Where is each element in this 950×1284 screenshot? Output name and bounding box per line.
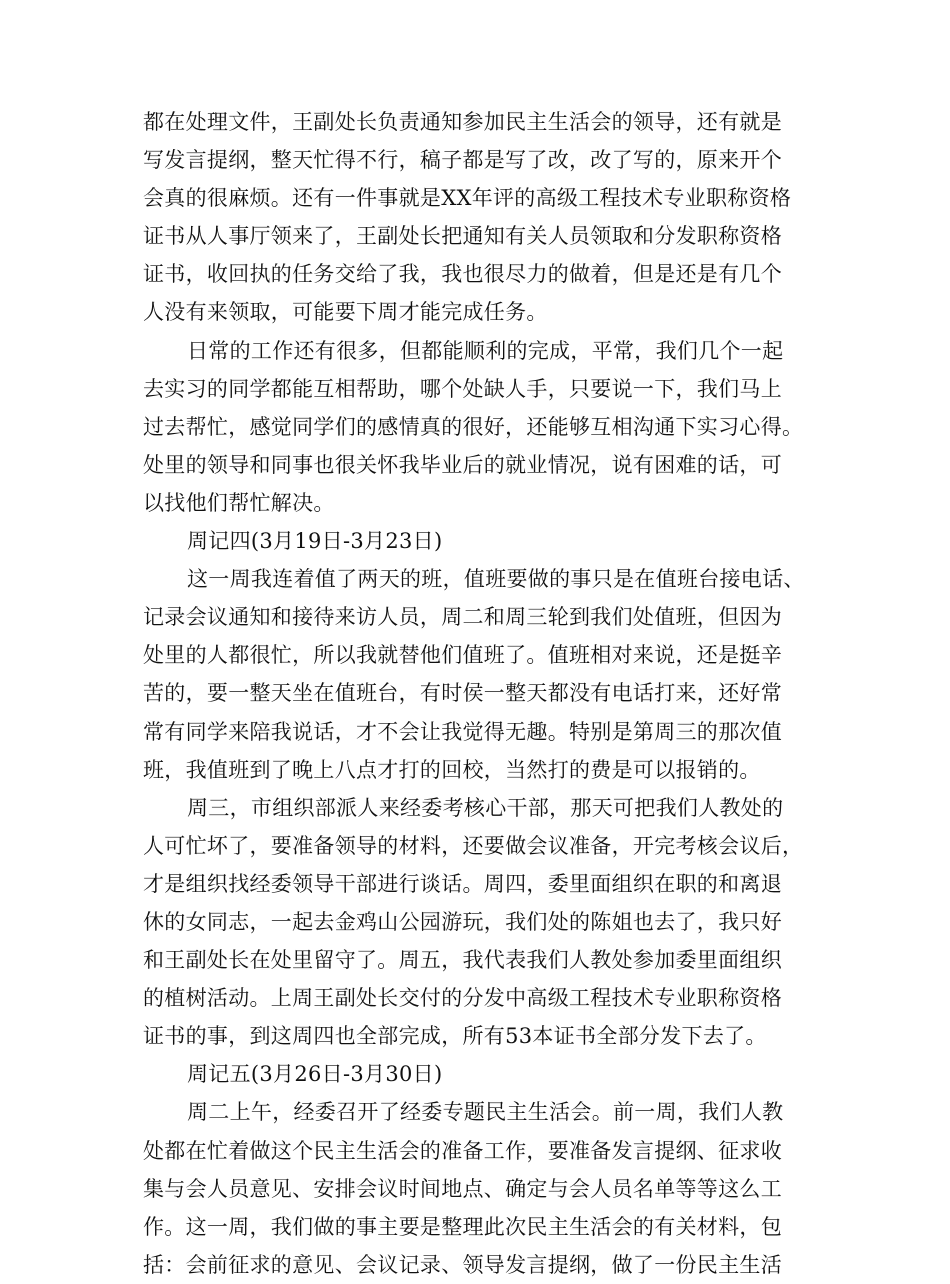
body-line: 处里的领导和同事也很关怀我毕业后的就业情况，说有困难的话，可 [143, 452, 782, 477]
body-line: 证书从人事厅领来了，王副处长把通知有关人员领取和分发职称资格 [143, 224, 782, 249]
body-line: 去实习的同学都能互相帮助，哪个处缺人手，只要说一下，我们马上 [143, 376, 782, 401]
section-heading-week4: 周记四(3月19日-3月23日) [187, 529, 443, 554]
paragraph-start-line: 周三，市组织部派人来经委考核心干部，那天可把我们人教处的 [187, 795, 784, 820]
paragraph-start-line: 周二上午，经委召开了经委专题民主生活会。前一周，我们人教 [187, 1100, 784, 1125]
body-line: 和王副处长在处里留守了。周五，我代表我们人教处参加委里面组织 [143, 948, 782, 973]
body-line: 班，我值班到了晚上八点才打的回校，当然打的费是可以报销的。 [143, 757, 761, 782]
paragraph-start-line: 这一周我连着值了两天的班，值班要做的事只是在值班台接电话、 [187, 567, 805, 592]
body-line: 写发言提纲，整天忙得不行，稿子都是写了改，改了写的，原来开个 [143, 148, 782, 173]
body-line: 记录会议通知和接待来访人员，周二和周三轮到我们处值班，但因为 [143, 605, 782, 630]
body-line: 的植树活动。上周王副处长交付的分发中高级工程技术专业职称资格 [143, 986, 782, 1011]
body-line: 处都在忙着做这个民主生活会的准备工作，要准备发言提纲、征求收 [143, 1138, 782, 1163]
body-line: 常有同学来陪我说话，才不会让我觉得无趣。特别是第周三的那次值 [143, 719, 782, 744]
body-line: 以找他们帮忙解决。 [143, 490, 335, 515]
body-line: 人可忙坏了，要准备领导的材料，还要做会议准备，开完考核会议后， [143, 833, 804, 858]
body-line: 证书的事，到这周四也全部完成，所有53本证书全部分发下去了。 [143, 1024, 767, 1049]
body-line: 集与会人员意见、安排会议时间地点、确定与会人员名单等等这么工 [143, 1176, 782, 1201]
body-line: 才是组织找经委领导干部进行谈话。周四，委里面组织在职的和离退 [143, 871, 782, 896]
body-line: 苦的，要一整天坐在值班台，有时侯一整天都没有电话打来，还好常 [143, 681, 782, 706]
body-line: 人没有来领取，可能要下周才能完成任务。 [143, 300, 548, 325]
body-line: 处里的人都很忙，所以我就替他们值班了。值班相对来说，还是挺辛 [143, 643, 782, 668]
body-line: 会真的很麻烦。还有一件事就是XX年评的高级工程技术专业职称资格 [143, 186, 792, 211]
paragraph-start-line: 日常的工作还有很多，但都能顺利的完成，平常，我们几个一起 [187, 338, 784, 363]
body-line: 休的女同志，一起去金鸡山公园游玩，我们处的陈姐也去了，我只好 [143, 909, 782, 934]
body-line: 证书，收回执的任务交给了我，我也很尽力的做着，但是还是有几个 [143, 262, 782, 287]
document-body [143, 103, 823, 1284]
body-line: 作。这一周，我们做的事主要是整理此次民主生活会的有关材料，包 [143, 1214, 782, 1239]
section-heading-week5: 周记五(3月26日-3月30日) [187, 1062, 443, 1087]
body-line: 都在处理文件，王副处长负责通知参加民主生活会的领导，还有就是 [143, 110, 782, 134]
body-line: 过去帮忙，感觉同学们的感情真的很好，还能够互相沟通下实习心得。 [143, 414, 804, 439]
body-line: 括：会前征求的意见、会议记录、领导发言提纲，做了一份民主生活 [143, 1252, 782, 1277]
